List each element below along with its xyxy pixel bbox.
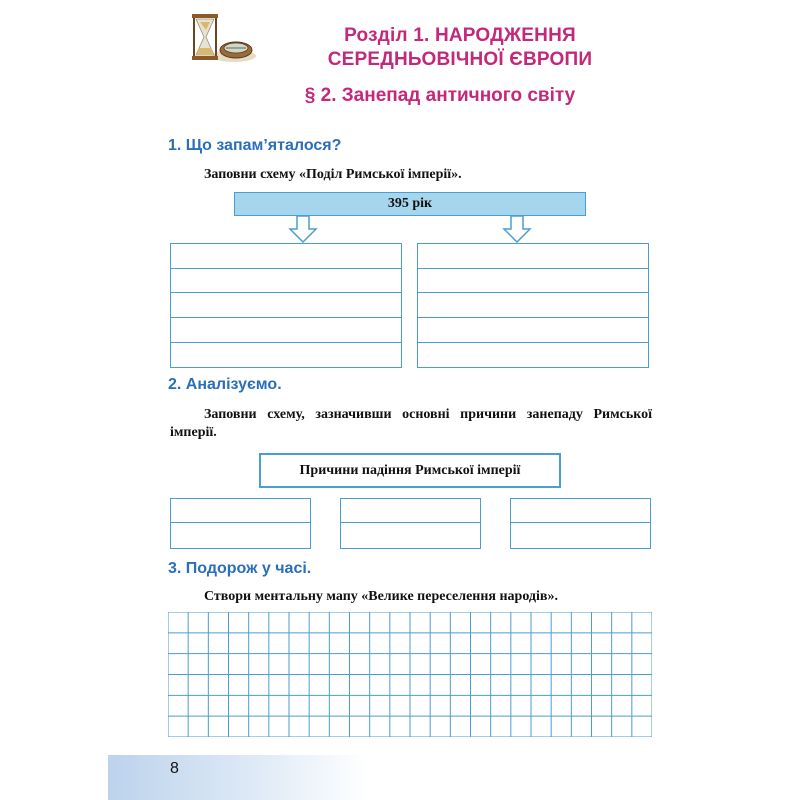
answer-row[interactable] [171, 343, 401, 368]
cause-row[interactable] [171, 499, 310, 523]
section-heading-time-travel: 3. Подорож у часі. [168, 560, 312, 577]
arrow-down-right-icon [502, 215, 532, 243]
cause-row[interactable] [511, 523, 650, 547]
answer-row[interactable] [171, 244, 401, 269]
chapter-title-line1: Розділ 1. НАРОДЖЕННЯ [344, 25, 576, 46]
cause-box-2 [340, 498, 481, 549]
chapter-title [270, 24, 650, 72]
page-footer-strip [108, 755, 368, 800]
cause-box-3 [510, 498, 651, 549]
mind-map-grid[interactable] [168, 612, 652, 737]
causes-title-box: Причини падіння Римської імперії [259, 453, 561, 488]
paragraph-title: § 2. Занепад античного світу [304, 85, 576, 106]
answer-row[interactable] [171, 269, 401, 294]
answer-row[interactable] [418, 293, 648, 318]
section-heading-analyze: 2. Аналізуємо. [168, 376, 282, 393]
task-text-1: Заповни схему «Поділ Римської імперії». [204, 167, 462, 182]
answer-row[interactable] [171, 318, 401, 343]
cause-box-1 [170, 498, 311, 549]
left-answer-table [170, 243, 402, 368]
chapter-title-line2: СЕРЕДНЬОВІЧНОЇ ЄВРОПИ [327, 49, 593, 70]
answer-row[interactable] [171, 293, 401, 318]
right-answer-table [417, 243, 649, 368]
task-text-3: Створи ментальну мапу «Велике переселення народів». [204, 589, 558, 604]
cause-row[interactable] [511, 499, 650, 523]
cause-row[interactable] [341, 523, 480, 547]
section-heading-remember: 1. Що запам’яталося? [168, 137, 342, 154]
hourglass-illustration [186, 12, 258, 64]
cause-row[interactable] [341, 499, 480, 523]
task-text-2: Заповни схему, зазначивши основні причини занепаду Римської імперії. [170, 407, 652, 440]
answer-row[interactable] [418, 343, 648, 368]
answer-row[interactable] [418, 318, 648, 343]
answer-row[interactable] [418, 269, 648, 294]
answer-row[interactable] [418, 244, 648, 269]
page-number: 8 [170, 760, 179, 777]
cause-row[interactable] [171, 523, 310, 547]
arrow-down-left-icon [288, 215, 318, 243]
year-box: 395 рік [234, 192, 586, 216]
